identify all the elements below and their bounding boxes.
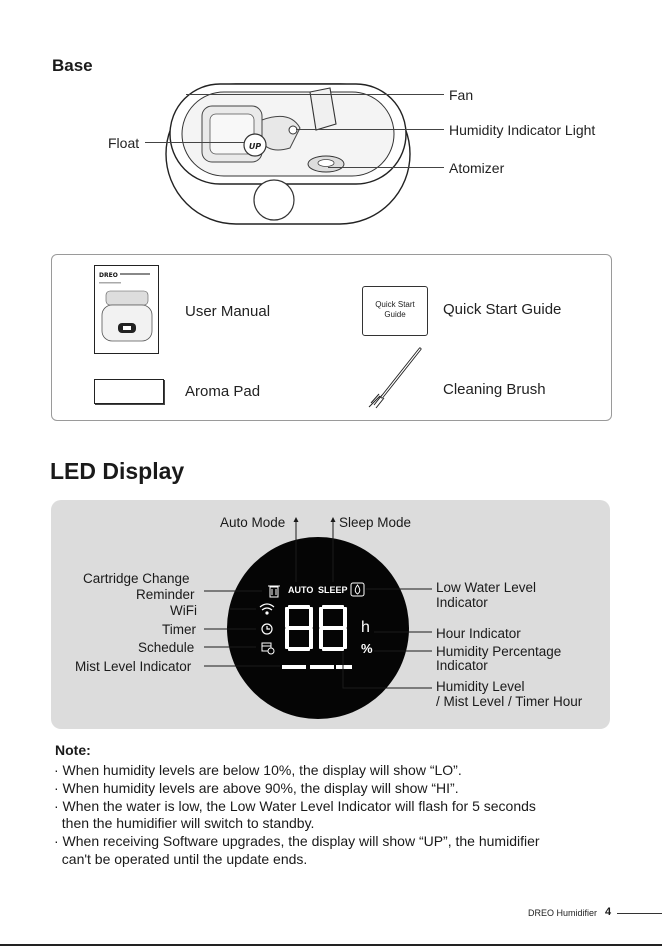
float-label: Float [108,135,140,151]
note-item: can't be operated until the update ends. [54,851,308,867]
hour-indicator-glyph: h [361,619,370,636]
aroma-pad-label: Aroma Pad [185,383,261,400]
led-display-circle [227,537,409,719]
base-heading: Base [52,56,93,75]
low-water-label-line1: Low Water Level [436,580,537,595]
note-item: then the humidifier will switch to standby. [54,815,315,831]
footer-rule [617,913,662,914]
quick-start-label: Quick Start Guide [443,301,562,318]
humidity-indicator-light-label: Humidity Indicator Light [449,122,596,138]
schedule-label: Schedule [138,640,195,655]
humidity-level-label-line2: / Mist Level / Timer Hour [436,694,583,709]
note-item: · When the water is low, the Low Water Level Indicator will flash for 5 seconds [54,798,536,814]
hour-indicator-label: Hour Indicator [436,626,521,641]
led-heading: LED Display [50,458,185,484]
auto-indicator: AUTO [288,585,314,595]
wifi-label: WiFi [170,603,197,618]
cartridge-label-line2: Reminder [136,587,195,602]
note-item: · When receiving Software upgrades, the display will show “UP”, the humidifier [54,833,540,849]
percent-indicator-glyph: % [361,641,373,656]
footer-brand: DREO Humidifier [528,908,598,918]
auto-mode-label: Auto Mode [220,515,286,530]
sleep-indicator: SLEEP [318,585,348,595]
mist-level-bars [282,665,352,669]
atomizer-label: Atomizer [449,160,505,176]
cartridge-label-line1: Cartridge Change [83,571,190,586]
note-item: · When humidity levels are below 10%, the display will show “LO”. [54,762,462,778]
float-badge: UP [248,142,262,151]
page-number: 4 [605,906,612,918]
manual-brand: DREO [99,272,118,279]
low-water-label-line2: Indicator [436,595,488,610]
sleep-mode-label: Sleep Mode [339,515,412,530]
humidity-level-label-line1: Humidity Level [436,679,525,694]
quick-start-card-text: Quick Start Guide [375,300,415,319]
humidity-pct-label-line2: Indicator [436,658,488,673]
note-title: Note: [55,742,91,758]
mist-level-indicator-label: Mist Level Indicator [75,659,192,674]
fan-label: Fan [449,87,474,103]
note-item: · When humidity levels are above 90%, the display will show “HI”. [54,780,459,796]
cleaning-brush-label: Cleaning Brush [443,381,546,398]
humidity-pct-label-line1: Humidity Percentage [436,644,562,659]
user-manual-label: User Manual [185,303,271,320]
timer-label: Timer [162,622,196,637]
